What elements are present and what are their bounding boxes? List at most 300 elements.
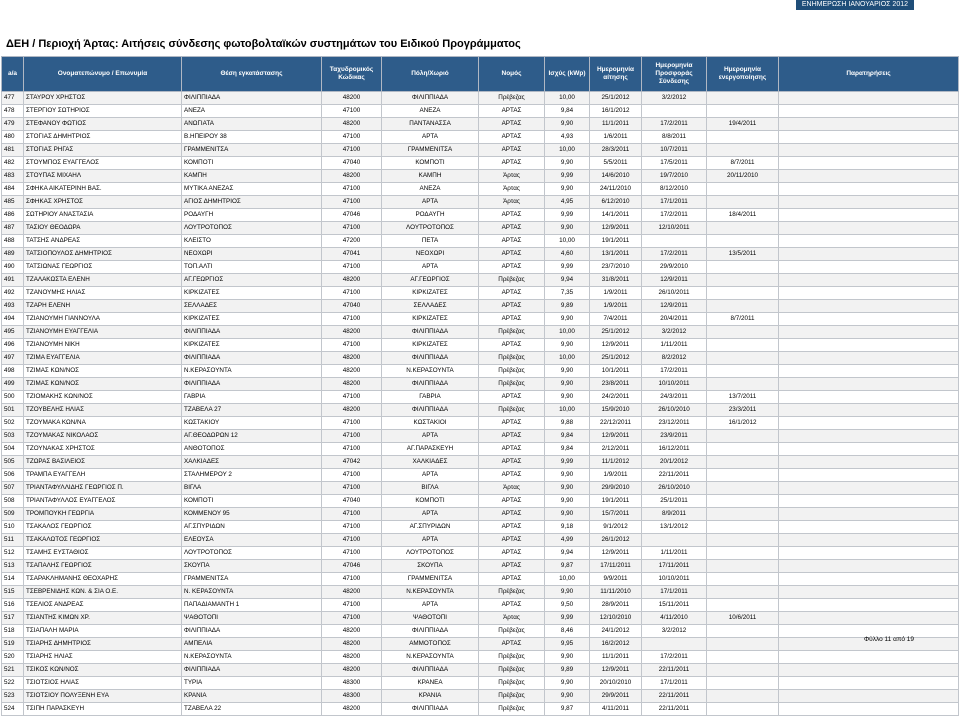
table-row: [2, 456, 959, 469]
cell-aa: 521: [2, 664, 24, 677]
cell-city: ΨΑΘΟΤΟΠΙ: [382, 612, 479, 625]
table-row: [2, 222, 959, 235]
cell-postcode: 47041: [322, 248, 382, 261]
table-row: [2, 235, 959, 248]
cell-city: ΓΡΑΜΜΕΝΙΤΣΑ: [382, 144, 479, 157]
cell-city: ΑΡΤΑ: [382, 131, 479, 144]
cell-application-date: 7/4/2011: [590, 313, 642, 326]
cell-remarks: [779, 534, 959, 547]
cell-postcode: 48200: [322, 170, 382, 183]
cell-aa: 488: [2, 235, 24, 248]
cell-prefecture: ΑΡΤΑΣ: [479, 495, 545, 508]
cell-location: ΨΑΘΟΤΟΠΙ: [182, 612, 322, 625]
cell-offer-date: 29/9/2010: [642, 261, 707, 274]
table-row: [2, 651, 959, 664]
cell-city: ΣΕΛΛΑΔΕΣ: [382, 300, 479, 313]
cell-offer-date: 3/2/2012: [642, 625, 707, 638]
cell-name: ΣΩΤΗΡΙΟΥ ΑΝΑΣΤΑΣΙΑ: [24, 209, 182, 222]
table-row: [2, 352, 959, 365]
table-row: [2, 248, 959, 261]
table-row: [2, 209, 959, 222]
cell-name: ΣΤΑΥΡΟΥ ΧΡΗΣΤΟΣ: [24, 92, 182, 105]
cell-prefecture: Πρέβεζας: [479, 378, 545, 391]
cell-aa: 503: [2, 430, 24, 443]
cell-power: 9,99: [545, 456, 590, 469]
cell-application-date: 19/1/2011: [590, 495, 642, 508]
column-header-city: Πόλη/Χωριό: [382, 57, 479, 92]
cell-application-date: 16/2/2012: [590, 638, 642, 651]
cell-activation-date: [707, 339, 779, 352]
cell-power: 9,50: [545, 599, 590, 612]
cell-location: ΦΙΛΙΠΠΙΑΔΑ: [182, 625, 322, 638]
cell-city: ΑΓ.ΓΕΩΡΓΙΟΣ: [382, 274, 479, 287]
cell-activation-date: [707, 235, 779, 248]
cell-activation-date: [707, 274, 779, 287]
table-row: [2, 547, 959, 560]
cell-postcode: 47100: [322, 469, 382, 482]
cell-city: ΦΙΛΙΠΠΙΑΔΑ: [382, 625, 479, 638]
cell-name: ΤΑΤΣΗΣ ΑΝΔΡΕΑΣ: [24, 235, 182, 248]
cell-name: ΤΑΤΣΙΟΠΟΥΛΟΣ ΔΗΜΗΤΡΙΟΣ: [24, 248, 182, 261]
cell-application-date: 1/9/2011: [590, 300, 642, 313]
cell-power: 9,90: [545, 378, 590, 391]
cell-activation-date: 8/7/2011: [707, 313, 779, 326]
cell-name: ΤΖΟΥΜΑΚΑΣ ΝΙΚΟΛΑΟΣ: [24, 430, 182, 443]
table-row: [2, 157, 959, 170]
cell-name: ΤΖΟΥΜΑΚΑ ΚΩΝ/ΝΑ: [24, 417, 182, 430]
cell-city: ΑΝΕΖΑ: [382, 183, 479, 196]
cell-application-date: 25/1/2012: [590, 92, 642, 105]
cell-aa: 509: [2, 508, 24, 521]
cell-application-date: 15/7/2011: [590, 508, 642, 521]
cell-application-date: 1/9/2011: [590, 287, 642, 300]
table-row: [2, 417, 959, 430]
cell-remarks: [779, 235, 959, 248]
cell-aa: 523: [2, 690, 24, 703]
cell-aa: 522: [2, 677, 24, 690]
table-row: [2, 274, 959, 287]
cell-city: ΑΡΤΑ: [382, 196, 479, 209]
cell-city: ΚΙΡΚΙΖΑΤΕΣ: [382, 313, 479, 326]
cell-prefecture: Πρέβεζας: [479, 690, 545, 703]
table-row: [2, 131, 959, 144]
column-header-application-date: Ημερομηνία αίτησης: [590, 57, 642, 92]
cell-city: ΦΙΛΙΠΠΙΑΔΑ: [382, 378, 479, 391]
cell-postcode: 47100: [322, 417, 382, 430]
cell-name: ΣΤΟΓΙΑΣ ΡΗΓΑΣ: [24, 144, 182, 157]
cell-application-date: 12/9/2011: [590, 664, 642, 677]
cell-activation-date: [707, 599, 779, 612]
cell-postcode: 48200: [322, 326, 382, 339]
cell-postcode: 48200: [322, 638, 382, 651]
table-row: [2, 183, 959, 196]
cell-aa: 518: [2, 625, 24, 638]
cell-aa: 490: [2, 261, 24, 274]
cell-activation-date: [707, 469, 779, 482]
cell-prefecture: ΑΡΤΑΣ: [479, 638, 545, 651]
cell-location: ΦΙΛΙΠΠΙΑΔΑ: [182, 352, 322, 365]
cell-aa: 487: [2, 222, 24, 235]
column-header-location: Θέση εγκατάστασης: [182, 57, 322, 92]
cell-offer-date: 19/7/2010: [642, 170, 707, 183]
cell-offer-date: 10/7/2011: [642, 144, 707, 157]
cell-offer-date: 17/1/2011: [642, 196, 707, 209]
table-row: [2, 508, 959, 521]
cell-aa: 519: [2, 638, 24, 651]
cell-prefecture: ΑΡΤΑΣ: [479, 521, 545, 534]
cell-power: 9,90: [545, 469, 590, 482]
cell-prefecture: ΑΡΤΑΣ: [479, 469, 545, 482]
cell-aa: 505: [2, 456, 24, 469]
cell-prefecture: ΑΡΤΑΣ: [479, 131, 545, 144]
cell-city: ΓΡΑΜΜΕΝΙΤΣΑ: [382, 573, 479, 586]
cell-location: Ν.ΚΕΡΑΣΟΥΝΤΑ: [182, 365, 322, 378]
cell-name: ΣΤΟΥΠΑΣ ΜΙΧΑΗΛ: [24, 170, 182, 183]
cell-prefecture: ΑΡΤΑΣ: [479, 300, 545, 313]
cell-aa: 483: [2, 170, 24, 183]
cell-activation-date: [707, 677, 779, 690]
cell-power: 9,94: [545, 547, 590, 560]
cell-remarks: [779, 599, 959, 612]
cell-prefecture: ΑΡΤΑΣ: [479, 339, 545, 352]
cell-application-date: 11/1/2011: [590, 118, 642, 131]
cell-power: 4,60: [545, 248, 590, 261]
cell-offer-date: 17/1/2011: [642, 677, 707, 690]
cell-city: ΦΙΛΙΠΠΙΑΔΑ: [382, 352, 479, 365]
cell-power: 9,95: [545, 638, 590, 651]
cell-aa: 513: [2, 560, 24, 573]
cell-name: ΤΡΙΑΝΤΑΦΥΛΛΙΔΗΣ ΓΕΩΡΓΙΟΣ Π.: [24, 482, 182, 495]
cell-activation-date: 13/7/2011: [707, 391, 779, 404]
cell-application-date: 11/1/2012: [590, 456, 642, 469]
cell-application-date: 15/9/2010: [590, 404, 642, 417]
cell-power: 9,90: [545, 222, 590, 235]
cell-activation-date: 10/6/2011: [707, 612, 779, 625]
cell-location: ΓΡΑΜΜΕΝΙΤΣΑ: [182, 144, 322, 157]
cell-location: ΑΝΘΟΤΟΠΟΣ: [182, 443, 322, 456]
cell-postcode: 47100: [322, 508, 382, 521]
cell-prefecture: ΑΡΤΑΣ: [479, 209, 545, 222]
cell-aa: 485: [2, 196, 24, 209]
cell-application-date: 4/11/2011: [590, 703, 642, 716]
cell-prefecture: ΑΡΤΑΣ: [479, 157, 545, 170]
cell-aa: 496: [2, 339, 24, 352]
cell-postcode: 48200: [322, 274, 382, 287]
cell-application-date: 24/1/2012: [590, 625, 642, 638]
cell-offer-date: 22/11/2011: [642, 469, 707, 482]
cell-activation-date: [707, 261, 779, 274]
cell-remarks: [779, 560, 959, 573]
cell-offer-date: 17/11/2011: [642, 560, 707, 573]
cell-power: 10,00: [545, 352, 590, 365]
cell-postcode: 48200: [322, 365, 382, 378]
cell-location: ΑΜΠΕΛΙΑ: [182, 638, 322, 651]
cell-postcode: 47046: [322, 560, 382, 573]
cell-prefecture: ΑΡΤΑΣ: [479, 144, 545, 157]
cell-offer-date: 10/10/2011: [642, 573, 707, 586]
cell-offer-date: [642, 105, 707, 118]
cell-activation-date: [707, 365, 779, 378]
cell-location: ΚΡΑΝΙΑ: [182, 690, 322, 703]
cell-offer-date: 25/1/2011: [642, 495, 707, 508]
column-header-power: Ισχύς (kWp): [545, 57, 590, 92]
cell-offer-date: 12/9/2011: [642, 274, 707, 287]
cell-aa: 484: [2, 183, 24, 196]
table-body: [2, 92, 959, 716]
cell-aa: 512: [2, 547, 24, 560]
cell-activation-date: [707, 573, 779, 586]
cell-city: ΚΑΜΠΗ: [382, 170, 479, 183]
cell-name: ΣΦΗΚΑΣ ΧΡΗΣΤΟΣ: [24, 196, 182, 209]
table-row: [2, 612, 959, 625]
cell-prefecture: Άρτας: [479, 183, 545, 196]
cell-remarks: [779, 547, 959, 560]
cell-offer-date: 17/2/2011: [642, 248, 707, 261]
cell-activation-date: 13/5/2011: [707, 248, 779, 261]
cell-application-date: 1/6/2011: [590, 131, 642, 144]
cell-offer-date: 17/2/2011: [642, 651, 707, 664]
cell-prefecture: ΑΡΤΑΣ: [479, 560, 545, 573]
cell-application-date: 19/1/2011: [590, 235, 642, 248]
cell-remarks: [779, 690, 959, 703]
cell-postcode: 47100: [322, 547, 382, 560]
cell-prefecture: Πρέβεζας: [479, 664, 545, 677]
cell-name: ΤΖΑΛΑΚΩΣΤΑ ΕΛΕΝΗ: [24, 274, 182, 287]
cell-power: 9,99: [545, 170, 590, 183]
cell-city: ΑΓ.ΠΑΡΑΣΚΕΥΗ: [382, 443, 479, 456]
cell-application-date: 9/1/2012: [590, 521, 642, 534]
cell-activation-date: [707, 586, 779, 599]
cell-prefecture: ΑΡΤΑΣ: [479, 534, 545, 547]
cell-postcode: 47100: [322, 599, 382, 612]
cell-postcode: 47100: [322, 573, 382, 586]
cell-name: ΤΣΙΟΤΣΙΟΣ ΗΛΙΑΣ: [24, 677, 182, 690]
cell-remarks: [779, 222, 959, 235]
cell-power: 9,99: [545, 261, 590, 274]
cell-offer-date: 22/11/2011: [642, 703, 707, 716]
cell-activation-date: [707, 664, 779, 677]
cell-power: 9,90: [545, 391, 590, 404]
cell-name: ΤΣΑΚΑΛΟΣ ΓΕΩΡΓΙΟΣ: [24, 521, 182, 534]
cell-name: ΤΡΑΜΠΑ ΕΥΑΓΓΕΛΗ: [24, 469, 182, 482]
cell-prefecture: ΑΡΤΑΣ: [479, 443, 545, 456]
cell-offer-date: 12/10/2011: [642, 222, 707, 235]
table-row: [2, 625, 959, 638]
cell-prefecture: Πρέβεζας: [479, 326, 545, 339]
column-header-offer-date: Ημερομηνία Προσφοράς Σύνδεσης: [642, 57, 707, 92]
column-header-activation-date: Ημερομηνία ενεργοποίησης: [707, 57, 779, 92]
cell-application-date: 29/9/2010: [590, 482, 642, 495]
cell-location: ΤΖΑΒΕΛΑ 22: [182, 703, 322, 716]
cell-aa: 489: [2, 248, 24, 261]
cell-postcode: 48300: [322, 677, 382, 690]
cell-power: 10,00: [545, 326, 590, 339]
cell-remarks: [779, 430, 959, 443]
cell-power: 10,00: [545, 144, 590, 157]
cell-location: ΣΚΟΥΠΑ: [182, 560, 322, 573]
cell-remarks: [779, 443, 959, 456]
cell-offer-date: [642, 638, 707, 651]
cell-postcode: 47040: [322, 300, 382, 313]
cell-postcode: 47100: [322, 430, 382, 443]
cell-remarks: [779, 612, 959, 625]
table-row: [2, 534, 959, 547]
cell-activation-date: [707, 287, 779, 300]
cell-activation-date: [707, 703, 779, 716]
cell-power: 9,90: [545, 183, 590, 196]
cell-location: Β.ΗΠΕΙΡΟΥ 38: [182, 131, 322, 144]
cell-application-date: 12/10/2010: [590, 612, 642, 625]
cell-remarks: [779, 417, 959, 430]
cell-offer-date: [642, 534, 707, 547]
table-row: [2, 560, 959, 573]
cell-activation-date: [707, 495, 779, 508]
cell-city: ΚΡΑΝΕΑ: [382, 677, 479, 690]
cell-name: ΤΣΑΚΑΛΩΤΟΣ ΓΕΩΡΓΙΟΣ: [24, 534, 182, 547]
cell-city: ΚΟΜΠΟΤΙ: [382, 495, 479, 508]
cell-name: ΤΣΑΜΗΣ ΕΥΣΤΑΘΙΟΣ: [24, 547, 182, 560]
cell-location: Ν. ΚΕΡΑΣΟΥΝΤΑ: [182, 586, 322, 599]
cell-prefecture: Πρέβεζας: [479, 625, 545, 638]
cell-activation-date: [707, 326, 779, 339]
cell-application-date: 5/5/2011: [590, 157, 642, 170]
cell-remarks: [779, 664, 959, 677]
cell-location: ΑΓΙΟΣ ΔΗΜΗΤΡΙΟΣ: [182, 196, 322, 209]
cell-offer-date: 23/9/2011: [642, 430, 707, 443]
cell-activation-date: 8/7/2011: [707, 157, 779, 170]
column-header-postcode: Ταχυδρομικός Κώδικας: [322, 57, 382, 92]
cell-application-date: 31/8/2011: [590, 274, 642, 287]
cell-city: ΦΙΛΙΠΠΙΑΔΑ: [382, 703, 479, 716]
page-footer: Φύλλο 11 από 19: [863, 636, 914, 643]
cell-aa: 477: [2, 92, 24, 105]
cell-prefecture: Άρτας: [479, 170, 545, 183]
cell-offer-date: 10/10/2011: [642, 378, 707, 391]
cell-postcode: 47100: [322, 339, 382, 352]
cell-city: ΚΩΣΤΑΚΙΟΙ: [382, 417, 479, 430]
cell-name: ΤΖΙΑΝΟΥΜΗ ΕΥΑΓΓΕΛΙΑ: [24, 326, 182, 339]
cell-name: ΤΖΩΡΑΣ ΒΑΣΙΛΕΙΟΣ: [24, 456, 182, 469]
cell-prefecture: ΑΡΤΑΣ: [479, 508, 545, 521]
cell-city: ΑΡΤΑ: [382, 261, 479, 274]
cell-activation-date: [707, 131, 779, 144]
cell-aa: 480: [2, 131, 24, 144]
cell-remarks: [779, 352, 959, 365]
cell-city: ΚΙΡΚΙΖΑΤΕΣ: [382, 287, 479, 300]
cell-postcode: 48200: [322, 586, 382, 599]
table-row: [2, 339, 959, 352]
cell-remarks: [779, 196, 959, 209]
cell-power: 9,88: [545, 417, 590, 430]
table-row: [2, 118, 959, 131]
cell-name: ΤΣΕΒΡΕΝΙΔΗΣ ΚΩΝ. & ΣΙΑ Ο.Ε.: [24, 586, 182, 599]
column-header-aa: a/a: [2, 57, 24, 92]
cell-postcode: 47100: [322, 534, 382, 547]
cell-power: 10,00: [545, 404, 590, 417]
cell-location: ΑΝΩΓΙΑΤΑ: [182, 118, 322, 131]
cell-postcode: 48300: [322, 690, 382, 703]
cell-location: Ν.ΚΕΡΑΣΟΥΝΤΑ: [182, 651, 322, 664]
cell-activation-date: [707, 625, 779, 638]
table-row: [2, 430, 959, 443]
cell-aa: 481: [2, 144, 24, 157]
cell-postcode: 48200: [322, 92, 382, 105]
cell-city: ΛΟΥΤΡΟΤΟΠΟΣ: [382, 222, 479, 235]
cell-name: ΣΦΗΚΑ ΑΙΚΑΤΕΡΙΝΗ ΒΑΣ.: [24, 183, 182, 196]
cell-prefecture: ΑΡΤΑΣ: [479, 573, 545, 586]
cell-power: 9,94: [545, 274, 590, 287]
cell-prefecture: ΑΡΤΑΣ: [479, 222, 545, 235]
cell-offer-date: 8/2/2012: [642, 352, 707, 365]
cell-location: ΧΑΛΚΙΑΔΕΣ: [182, 456, 322, 469]
table-row: [2, 599, 959, 612]
cell-activation-date: [707, 183, 779, 196]
cell-application-date: 16/1/2012: [590, 105, 642, 118]
cell-power: 9,18: [545, 521, 590, 534]
cell-activation-date: [707, 508, 779, 521]
cell-power: 9,90: [545, 495, 590, 508]
cell-prefecture: ΑΡΤΑΣ: [479, 248, 545, 261]
cell-location: ΚΙΡΚΙΖΑΤΕΣ: [182, 313, 322, 326]
cell-name: ΤΡΙΑΝΤΑΦΥΛΛΟΣ ΕΥΑΓΓΕΛΟΣ: [24, 495, 182, 508]
cell-power: 9,84: [545, 105, 590, 118]
cell-power: 10,00: [545, 235, 590, 248]
cell-remarks: [779, 261, 959, 274]
cell-location: ΛΟΥΤΡΟΤΟΠΟΣ: [182, 547, 322, 560]
applications-table: [1, 56, 959, 716]
cell-name: ΤΣΑΡΑΚΛΗΜΑΝΗΣ ΘΕΟΧΑΡΗΣ: [24, 573, 182, 586]
cell-application-date: 24/2/2011: [590, 391, 642, 404]
cell-location: ΕΛΕΟΥΣΑ: [182, 534, 322, 547]
cell-remarks: [779, 92, 959, 105]
cell-postcode: 47040: [322, 157, 382, 170]
cell-offer-date: 17/2/2011: [642, 365, 707, 378]
cell-postcode: 47042: [322, 456, 382, 469]
cell-city: ΚΙΡΚΙΖΑΤΕΣ: [382, 339, 479, 352]
cell-power: 9,84: [545, 430, 590, 443]
cell-power: 9,84: [545, 443, 590, 456]
cell-aa: 486: [2, 209, 24, 222]
cell-city: ΠΕΤΑ: [382, 235, 479, 248]
cell-application-date: 14/6/2010: [590, 170, 642, 183]
cell-activation-date: 16/1/2012: [707, 417, 779, 430]
cell-application-date: 9/9/2011: [590, 573, 642, 586]
table-row: [2, 586, 959, 599]
cell-activation-date: 23/3/2011: [707, 404, 779, 417]
cell-activation-date: [707, 430, 779, 443]
cell-name: ΤΣΙΑΠΑΛΗ ΜΑΡΙΑ: [24, 625, 182, 638]
cell-activation-date: [707, 222, 779, 235]
cell-location: ΚΟΜΠΟΤΙ: [182, 157, 322, 170]
cell-name: ΤΖΙΟΜΑΚΗΣ ΚΩΝ/ΝΟΣ: [24, 391, 182, 404]
cell-application-date: 12/9/2011: [590, 222, 642, 235]
table-row: [2, 261, 959, 274]
cell-remarks: [779, 378, 959, 391]
cell-activation-date: [707, 92, 779, 105]
cell-remarks: [779, 144, 959, 157]
cell-city: ΚΡΑΝΙΑ: [382, 690, 479, 703]
cell-prefecture: Άρτας: [479, 196, 545, 209]
cell-location: ΑΓ.ΣΠΥΡΙΔΩΝ: [182, 521, 322, 534]
cell-activation-date: [707, 352, 779, 365]
cell-remarks: [779, 391, 959, 404]
cell-aa: 502: [2, 417, 24, 430]
cell-location: ΣΕΛΛΑΔΕΣ: [182, 300, 322, 313]
cell-postcode: 47100: [322, 521, 382, 534]
cell-remarks: [779, 456, 959, 469]
cell-power: 10,00: [545, 92, 590, 105]
cell-aa: 499: [2, 378, 24, 391]
